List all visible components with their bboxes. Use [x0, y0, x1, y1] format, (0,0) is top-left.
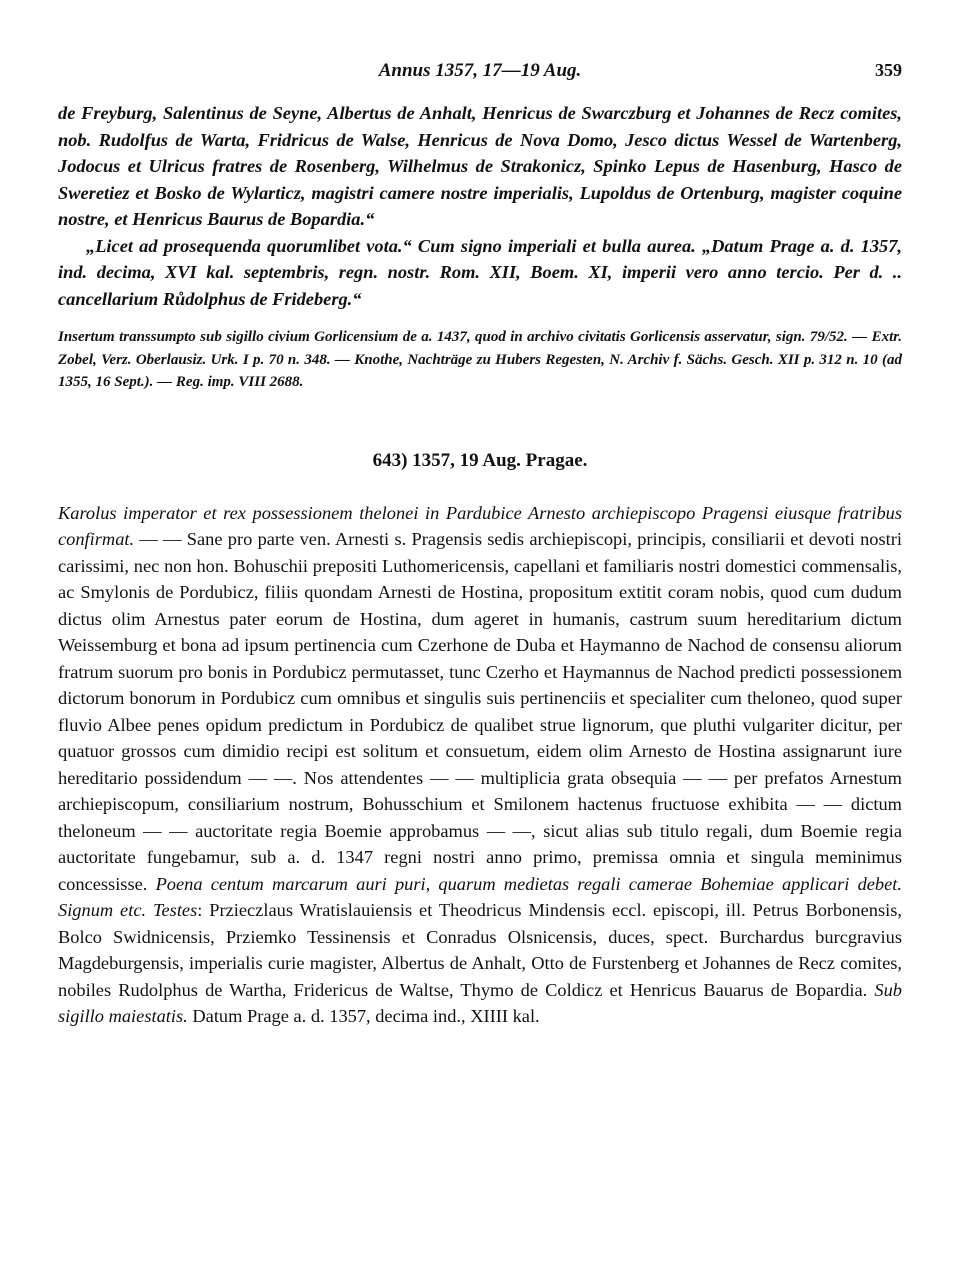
source-note: Insertum transsumpto sub sigillo civium Gorlicensium de a. 1437, quod in archivo civitatis Gorlicensis asservatur, sign. 79/52. — Extr. Zobel, Verz. Oberlausiz. Urk. I p. 70 n. 348. — Knothe, Nachträge zu Hubers Regesten, N. Archiv f. Sächs. Gesch. XII p. 312 n. 10 (ad 1355, 16 Sept.). — Reg. imp. VIII 2688. [58, 329, 902, 390]
witness-list: : Przieczlaus Wratislauiensis et Theodricus Mindensis eccl. episcopi, ill. Petrus Borbonensis, Bolco Swidnicensis, Prziemko Tessinensis et Conradus Olsnicensis, duces, spect. Burchardus burcgravius Magdeburgensis, imperialis curie magister, Albertus de Anhalt, Otto de Furstenberg et Johannes de Recz comites, nobiles Rudolphus de Wartha, Fridericus de Waltse, Thymo de Coldicz et Henricus Bauarus de Bopardia. [58, 900, 902, 1000]
document-body-paragraph [58, 500, 902, 1030]
seal-clause: Sub sigillo maiestatis. [58, 979, 902, 1026]
page-header [58, 56, 902, 86]
dating-clause-paragraph: „Licet ad prosequenda quorumlibet vota.“ Cum signo imperiali et bulla aurea. „Datum Prage a. d. 1357, ind. decima, XVI kal. septembris, regn. nostr. Rom. XII, Boem. XI, imperii vero anno tercio. Per d. .. cancellarium Růdolphus de Frideberg.“ [58, 235, 902, 309]
document-page [58, 56, 902, 1030]
document-heading: 643) 1357, 19 Aug. Pragae. [372, 449, 588, 471]
document-body-text: — — Sane pro parte ven. Arnesti s. Pragensis sedis archiepiscopi, principis, consiliarii et devoti nostri carissimi, nec non hon. Bohuschii prepositi Luthomericensis, capellani et familiaris nostri domestici commensalis, ac Smylonis de Pordubicz, filiis quondam Arnesti de Hostina, propositum extitit coram nobis, quod cum dudum dictus olim Arnestus pater eorum de Hostina, dum ageret in humanis, castrum suum hereditarium dictum Weissemburg et bona ad ipsum pertinencia cum Czerhone de Duba et Haymanno de Nachod de consensu aliorum fratrum suorum pro bonis in Pordubicz permutasset, tunc Czerho et Haymannus de Nachod predicti possessionem dictorum bonorum in Pordubicz cum omnibus et singulis suis pertinenciis et specialiter cum theloneo, quod super fluvio Albee penes opidum predictum in Pordubicz de qualibet strue lignorum, que pluthi vulgariter dicitur, per quatuor grossos cum dimidio recipi est solitum et consuetum, eidem olim Arnesto de Hostina assignarunt iure hereditario possidendum — —. Nos attendentes — — multiplicia grata obsequia — — per prefatos Arnestum archiepiscopum, consiliarium nostrum, Bohusschium et Smilonem hactenus fructuose exhibita — — dictum theloneum — — auctoritate regia Boemie approbamus — —, sicut alias sub titulo regali, dum Boemie regia auctoritate fungebamur, sub a. d. 1347 regni nostri anno primo, premissa omnia et singula meminimus concessisse. [58, 529, 902, 894]
dating-clause: Datum Prage a. d. 1357, decima ind., XIIII kal. [187, 1006, 540, 1026]
document-summary: Karolus imperator et rex possessionem thelonei in Pardubice Arnesto archiepiscopo Pragensi eiusque fratribus confirmat. [58, 502, 902, 549]
running-title: Annus 1357, 17—19 Aug. [378, 60, 582, 81]
page-number: 359 [875, 60, 902, 80]
poena-clause: Poena centum marcarum auri puri, quarum medietas regali camerae Bohemiae applicari debet. Signum etc. Testes [58, 873, 902, 920]
witness-list-paragraph: de Freyburg, Salentinus de Seyne, Albertus de Anhalt, Henricus de Swarczburg et Johannes de Recz comites, nob. Rudolfus de Warta, Fridricus de Walse, Henricus de Nova Domo, Jesco dictus Wessel de Wartenberg, Jodocus et Ulricus fratres de Rosenberg, Wilhelmus de Strakonicz, Spinko Lepus de Hasenburg, Hasco de Sweretiez et Bosko de Wylarticz, magistri camere nostre imperialis, Lupoldus de Ortenburg, magister coquine nostre, et Henricus Baurus de Bopardia.“ [58, 103, 902, 229]
